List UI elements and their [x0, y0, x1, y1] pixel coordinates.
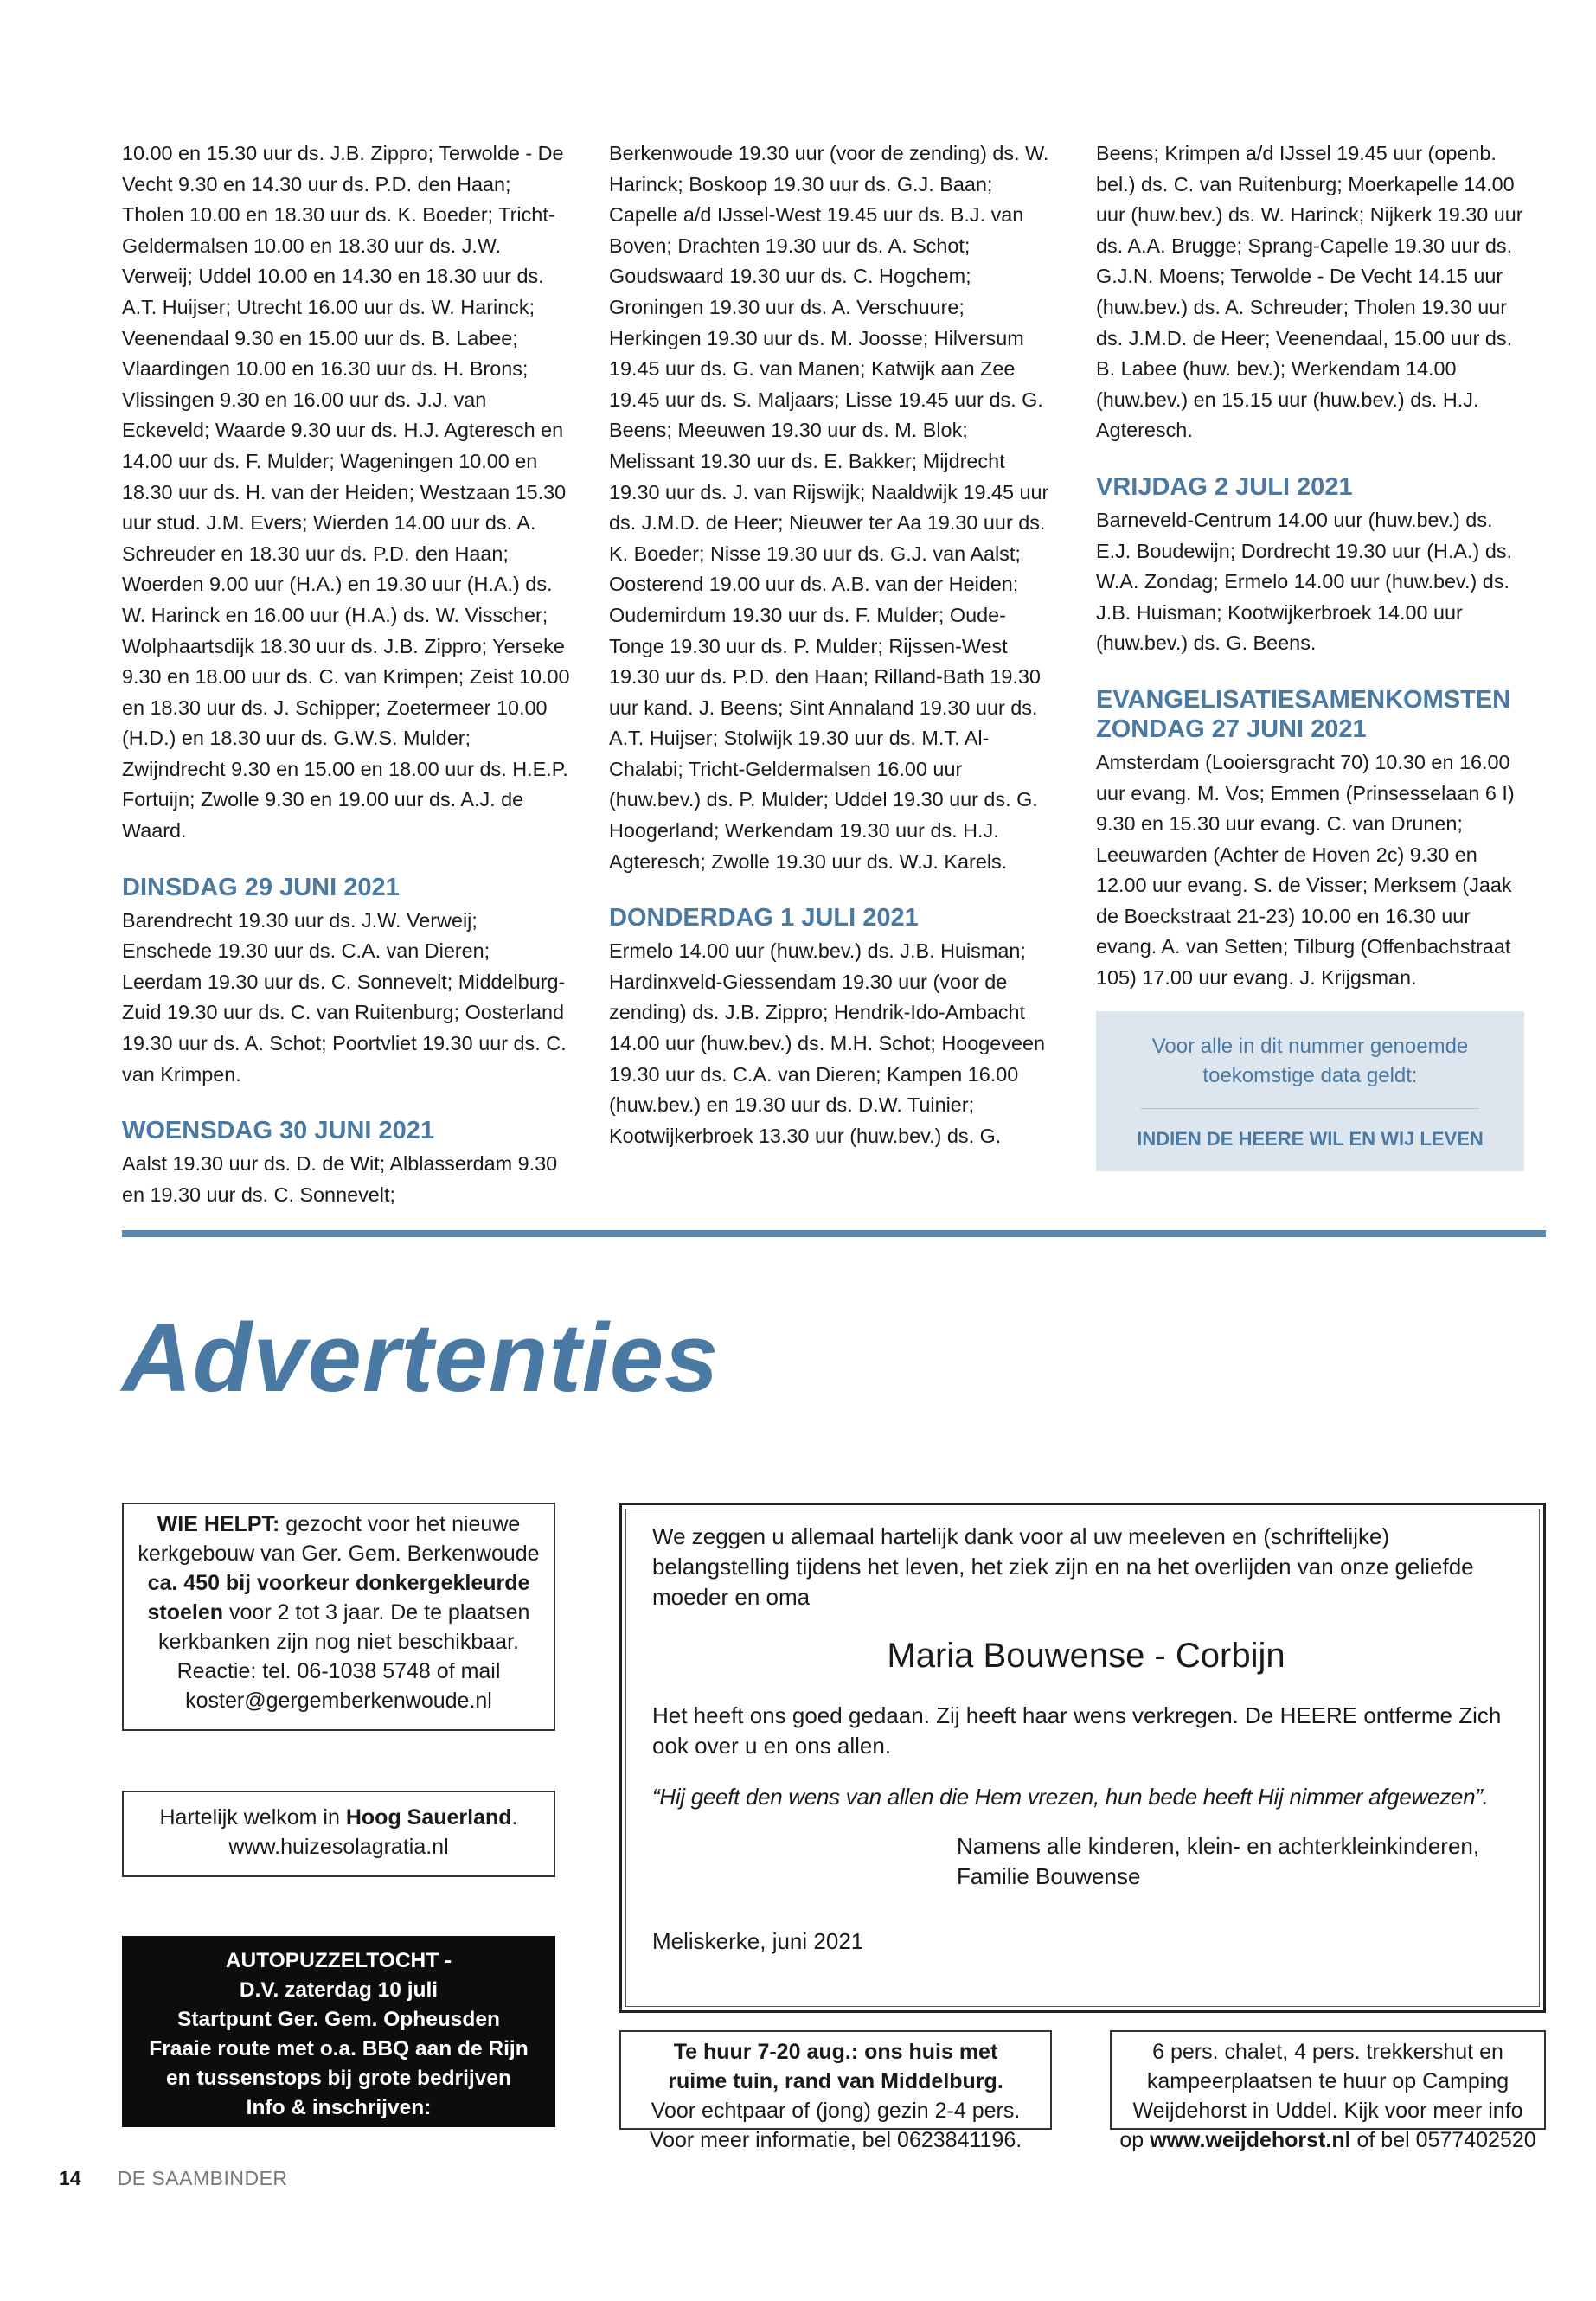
ad-place-date: Meliskerke, juni 2021: [652, 1928, 864, 1954]
heading-sunday: ZONDAG 27 JUNI 2021: [1096, 715, 1367, 743]
heading-evangelisation: EVANGELISATIESAMENKOMSTEN: [1096, 685, 1511, 714]
heading-friday: VRIJDAG 2 JULI 2021: [1096, 472, 1353, 501]
ad-signature: Namens alle kinderen, klein- en achterkleinkinderen,: [957, 1833, 1480, 1859]
ad-quote: “Hij geeft den wens van allen die Hem vrezen, hun bede heeft Hij nimmer afgewezen”.: [652, 1784, 1489, 1810]
ad-line: Voor meer informatie, bel 0623841196.: [649, 2128, 1022, 2152]
page-footer: [59, 2165, 288, 2191]
ad-bold: ca. 450 bij voorkeur donkergekleurde stoelen: [147, 1571, 530, 1625]
ad-bold: Te huur 7-20 aug.: ons huis met: [673, 2040, 998, 2064]
ad-line: Voor echtpaar of (jong) gezin 2-4 pers.: [651, 2099, 1021, 2123]
ad-line: D.V. zaterdag 10 juli: [239, 1978, 439, 2002]
notice-box: [1096, 1011, 1524, 1171]
heading-thursday: DONDERDAG 1 JULI 2021: [609, 904, 919, 933]
column-2: [609, 138, 1059, 1151]
ad-wie-helpt: [122, 1503, 555, 1731]
ad-sauerland: [122, 1791, 555, 1877]
ad-autopuzzeltocht: [122, 1936, 555, 2149]
notice-line: Voor alle in dit nummer genoemde: [1151, 1034, 1469, 1058]
ad-line: Info & inschrijven:: [246, 2096, 432, 2119]
ad-text: voor 2 tot 3 jaar. De te plaatsen kerkbanken zijn nog niet beschikbaar. Reactie: tel. 06-1038 5748 of mail koster@gergemberkenwoude.nl: [158, 1600, 530, 1713]
ad-lead: WIE HELPT:: [157, 1512, 280, 1536]
column-1: [122, 138, 572, 1210]
church-services-text: Barendrecht 19.30 uur ds. J.W. Verweij; Enschede 19.30 uur ds. C.A. van Dieren; Leerdam 19.30 uur ds. C. Sonnevelt; Middelburg-Zuid 19.30 uur ds. C. van Ruitenburg; Oosterland 19.30 uur ds. A. Schot; Poortvliet 19.30 uur ds. C. van Krimpen.: [122, 908, 567, 1086]
column-3: [1096, 138, 1524, 1171]
page-number: 14: [59, 2167, 81, 2189]
ad-url: www.weijdehorst.nl: [1150, 2128, 1351, 2152]
ad-line: en tussenstops bij grote bedrijven: [166, 2067, 511, 2090]
ad-line: Fraaie route met o.a. BBQ aan de Rijn: [149, 2037, 529, 2061]
heading-tuesday: DINSDAG 29 JUNI 2021: [122, 873, 400, 901]
ad-bold: ruime tuin, rand van Middelburg.: [668, 2069, 1003, 2093]
ad-text: 6 pers. chalet, 4 pers. trekkershut en kampeerplaatsen te huur op Camping Weijdehorst in Uddel. Kijk voor meer info op: [1119, 2040, 1523, 2152]
ad-line: AUTOPUZZELTOCHT -: [225, 1949, 452, 1972]
ad-url: www.gergemopheusden.nl/autotocht: [152, 2125, 525, 2149]
ad-bold: Hoog Sauerland: [345, 1805, 512, 1830]
church-services-text: Aalst 19.30 uur ds. D. de Wit; Alblasserdam 9.30 en 19.30 uur ds. C. Sonnevelt;: [122, 1152, 558, 1206]
evangelisation-text: Amsterdam (Looiersgracht 70) 10.30 en 16.00 uur evang. M. Vos; Emmen (Prinsesselaan 6 I) 9.30 en 15.30 uur evang. C. van Drunen; Leeuwarden (Achter de Hoven 2c) 9.30 en 12.00 uur evang. S. de Visser; Merksem (Jaak de Boeckstraat 21-23) 10.00 en 16.30 uur evang. A. van Setten; Tilburg (Offenbachstraat 105) 17.00 uur evang. J. Krijgsman.: [1096, 750, 1515, 990]
ad-text: Het heeft ons goed gedaan. Zij heeft haar wens verkregen. De HEERE ontferme Zich ook over u en ons allen.: [652, 1702, 1502, 1759]
ad-te-huur: [619, 2030, 1052, 2152]
heading-wednesday: WOENSDAG 30 JUNI 2021: [122, 1117, 435, 1145]
ad-thanks-bouwense: [619, 1503, 1546, 2013]
ad-signature: Familie Bouwense: [957, 1863, 1141, 1889]
ad-chalet: [1110, 2030, 1546, 2152]
ad-url: www.huizesolagratia.nl: [228, 1835, 449, 1859]
publication-name: DE SAAMBINDER: [117, 2167, 288, 2189]
church-services-text: 10.00 en 15.30 uur ds. J.B. Zippro; Terwolde - De Vecht 9.30 en 14.30 uur ds. P.D. den Haan; Tholen 10.00 en 18.30 uur ds. K. Boeder; Tricht-Geldermalsen 10.00 en 18.30 uur ds. J.W. Verweij; Uddel 10.00 en 14.30 en 18.30 uur ds. A.T. Huijser; Utrecht 16.00 uur ds. W. Harinck; Veenendaal 9.30 en 15.00 uur ds. B. Labee; Vlaardingen 10.00 en 16.30 uur ds. H. Brons; Vlissingen 9.30 en 16.00 uur ds. J.J. van Eckeveld; Waarde 9.30 uur ds. H.J. Agteresch en 14.00 uur ds. F. Mulder; Wageningen 10.00 en 18.30 uur ds. H. van der Heiden; Westzaan 15.30 uur stud. J.M. Evers; Wierden 14.00 uur ds. A. Schreuder en 18.30 uur ds. P.D. den Haan; Woerden 9.00 uur (H.A.) en 19.30 uur (H.A.) ds. W. Harinck en 16.00 uur (H.A.) ds. W. Visscher; Wolphaartsdijk 18.30 uur ds. J.B. Zippro; Yerseke 9.30 en 18.00 uur ds. C. van Krimpen; Zeist 10.00 en 18.30 uur ds. J. Schipper; Zoetermeer 10.00 (H.D.) en 18.30 uur ds. G.W.S. Mulder; Zwijndrecht 9.30 en 15.00 en 18.00 uur ds. H.E.P. Fortuijn; Zwolle 9.30 en 19.00 uur ds. A.J. de Waard.: [122, 142, 570, 843]
divider: [1141, 1108, 1479, 1109]
section-title: Advertenties: [122, 1304, 720, 1412]
ad-text: of bel 0577402520: [1350, 2128, 1536, 2152]
ad-text: Hartelijk welkom in: [159, 1805, 346, 1830]
church-services-text: Ermelo 14.00 uur (huw.bev.) ds. J.B. Huisman; Hardinxveld-Giessendam 19.30 uur (voor de zending) ds. J.B. Zippro; Hendrik-Ido-Ambacht 14.00 uur (huw.bev.) ds. M.H. Schot; Hoogeveen 19.30 uur ds. C.A. van Dieren; Kampen 16.00 (huw.bev.) en 19.30 uur ds. D.W. Tuinier; Kootwijkerbroek 13.30 uur (huw.bev.) ds. G.: [609, 939, 1046, 1147]
ad-line: Startpunt Ger. Gem. Opheusden: [176, 2008, 500, 2031]
ad-text: We zeggen u allemaal hartelijk dank voor al uw meeleven en (schriftelijke) belangstelling tijdens het leven, het ziek zijn en na het overlijden van onze geliefde moeder en oma: [652, 1523, 1474, 1610]
ad-text: gezocht voor het nieuwe kerkgebouw van Ger. Gem. Berkenwoude: [138, 1512, 540, 1566]
section-divider: [122, 1230, 1546, 1237]
church-services-text: Beens; Krimpen a/d IJssel 19.45 uur (openb. bel.) ds. C. van Ruitenburg; Moerkapelle 14.00 uur (huw.bev.) ds. W. Harinck; Nijkerk 19.30 uur ds. A.A. Brugge; Sprang-Capelle 19.30 uur ds. G.J.N. Moens; Terwolde - De Vecht 14.15 uur (huw.bev.) ds. A. Schreuder; Tholen 19.30 uur ds. J.M.D. de Heer; Veenendaal, 15.00 uur ds. B. Labee (huw. bev.); Werkendam 14.00 (huw.bev.) en 15.15 uur (huw.bev.) ds. H.J. Agteresch.: [1096, 142, 1523, 442]
church-services-text: Barneveld-Centrum 14.00 uur (huw.bev.) ds. E.J. Boudewijn; Dordrecht 19.30 uur (H.A.) ds. W.A. Zondag; Ermelo 14.00 uur (huw.bev.) ds. J.B. Huisman; Kootwijkerbroek 14.00 uur (huw.bev.) ds. G. Beens.: [1096, 508, 1513, 655]
church-services-text: Berkenwoude 19.30 uur (voor de zending) ds. W. Harinck; Boskoop 19.30 uur ds. G.J. Baan; Capelle a/d IJssel-West 19.45 uur ds. B.J. van Boven; Drachten 19.30 uur ds. A. Schot; Goudswaard 19.30 uur ds. C. Hogchem; Groningen 19.30 uur ds. A. Verschuure; Herkingen 19.30 uur ds. M. Joosse; Hilversum 19.45 uur ds. G. van Manen; Katwijk aan Zee 19.45 uur ds. S. Maljaars; Lisse 19.45 uur ds. G. Beens; Meeuwen 19.30 uur ds. M. Blok; Melissant 19.30 uur ds. E. Bakker; Mijdrecht 19.30 uur ds. J. van Rijswijk; Naaldwijk 19.45 uur ds. J.M.D. de Heer; Nieuwer ter Aa 19.30 uur ds. K. Boeder; Nisse 19.30 uur ds. G.J. van Aalst; Oosterend 19.00 uur ds. A.B. van der Heiden; Oudemirdum 19.30 uur ds. F. Mulder; Oude-Tonge 19.30 uur ds. P. Mulder; Rijssen-West 19.30 uur ds. P.D. den Haan; Rilland-Bath 19.30 uur kand. J. Beens; Sint Annaland 19.30 uur ds. A.T. Huijser; Stolwijk 19.30 uur ds. M.T. Al-Chalabi; Tricht-Geldermalsen 16.00 uur (huw.bev.) ds. P. Mulder; Uddel 19.30 uur ds. G. Hoogerland; Werkendam 19.30 uur ds. H.J. Agteresch; Zwolle 19.30 uur ds. W.J. Karels.: [609, 142, 1049, 873]
notice-line: toekomstige data geldt:: [1202, 1063, 1418, 1087]
ad-inner-frame: [625, 1509, 1540, 2007]
deceased-name: Maria Bouwense - Corbijn: [887, 1637, 1285, 1675]
notice-strong: INDIEN DE HEERE WIL EN WIJ LEVEN: [1137, 1127, 1484, 1150]
ad-text: .: [511, 1805, 518, 1830]
